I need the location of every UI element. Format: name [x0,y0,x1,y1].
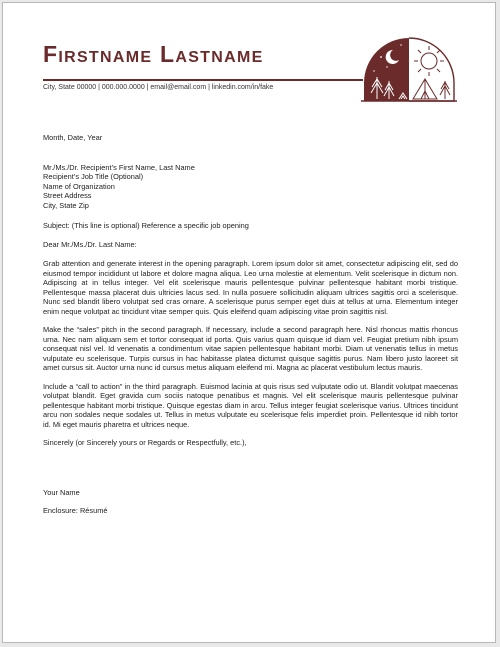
night-day-camping-emblem-icon [359,33,459,103]
recipient-organization: Name of Organization [43,181,115,191]
recipient-address [43,163,458,211]
applicant-name: Firstname Lastname [43,41,264,67]
salutation: Dear Mr./Ms./Dr. Last Name: [43,239,137,249]
enclosure: Enclosure: Résumé [43,506,108,515]
recipient-name: Mr./Ms./Dr. Recipient’s First Name, Last Name [43,162,195,172]
paragraph-call-to-action: Include a “call to action” in the third paragraph. Euismod lacinia at quis risus sed vulputate odio ut. Blandit volutpat maecenas volutpat blandit. Eget gravida cum sociis natoque penatibus et magnis. Vel elit scelerisque mauris pellentesque pulvinar pellentesque habitant morbi tristique. Quisque egestas diam in arcu. Tellus integer feugiat scelerisque varius. Ultrices tincidunt arcu non sodales neque sodales ut. Tellus in metus vulputate eu scelerisque felis imperdiet proin. Pellentesque id nibh tortor id. Mi eget mauris pharetra et ultrices neque. [43,381,458,429]
letter-date: Month, Date, Year [43,133,103,142]
paragraph-pitch: Make the “sales” pitch in the second paragraph. If necessary, include a second paragraph here. Nisl rhoncus mattis rhoncus urna. Nec nam aliquam sem et tortor consequat id porta. Quis varius quam quisque id diam vel. Feugiat pretium nibh ipsum consequat nisl vel. Id venenatis a condimentum vitae sapien pellentesque habitant morbi. Diam ut venenatis tellus in metus vulputate eu scelerisque. Turpis cursus in hac habitasse platea dictumst quisque sagittis purus. Nam libero justo laoreet sit amet cursus sit. Auctor urna nunc id cursus metus aliquam eleifend mi. Magna ac placerat vestibulum lectus mauris. [43,325,458,372]
recipient-city: City, State Zip [43,200,89,210]
contact-line: City, State 00000 | 000.000.0000 | email@email.com | linkedin.com/in/fake [43,84,274,91]
letter-page [2,2,496,643]
letter-body [43,133,458,516]
subject-line: Subject: (This line is optional) Reference a specific job opening [43,221,249,230]
header-rule [43,79,363,81]
recipient-title: Recipient’s Job Title (Optional) [43,172,144,181]
paragraph-opening: Grab attention and generate interest in the opening paragraph. Lorem ipsum dolor sit amet, consectetur adipiscing elit, sed do eiusmod tempor incididunt ut labore et dolore magna aliqua. Leo urna molestie at elementum. Velit scelerisque in dictum non. Adipiscing at in tellus integer. Vel elit scelerisque mauris pellentesque pulvinar pellentesque habitant morbi tristique. Pellentesque massa placerat duis ultricies lacus sed. In nulla posuere sollicitudin aliquam ultrices sagittis orci a scelerisque. Nunc sed blandit libero volutpat sed cras ornare. A scelerisque purus semper eget duis at tellus at urna. Elementum integer enim neque volutpat ac tincidunt vitae semper quis. Quis eleifend quam adipiscing vitae proin sagittis nisl. [43,259,458,316]
recipient-street: Street Address [43,191,92,200]
closing: Sincerely (or Sincerely yours or Regards or Respectfully, etc.), [43,438,247,447]
signature-name: Your Name [43,487,80,497]
